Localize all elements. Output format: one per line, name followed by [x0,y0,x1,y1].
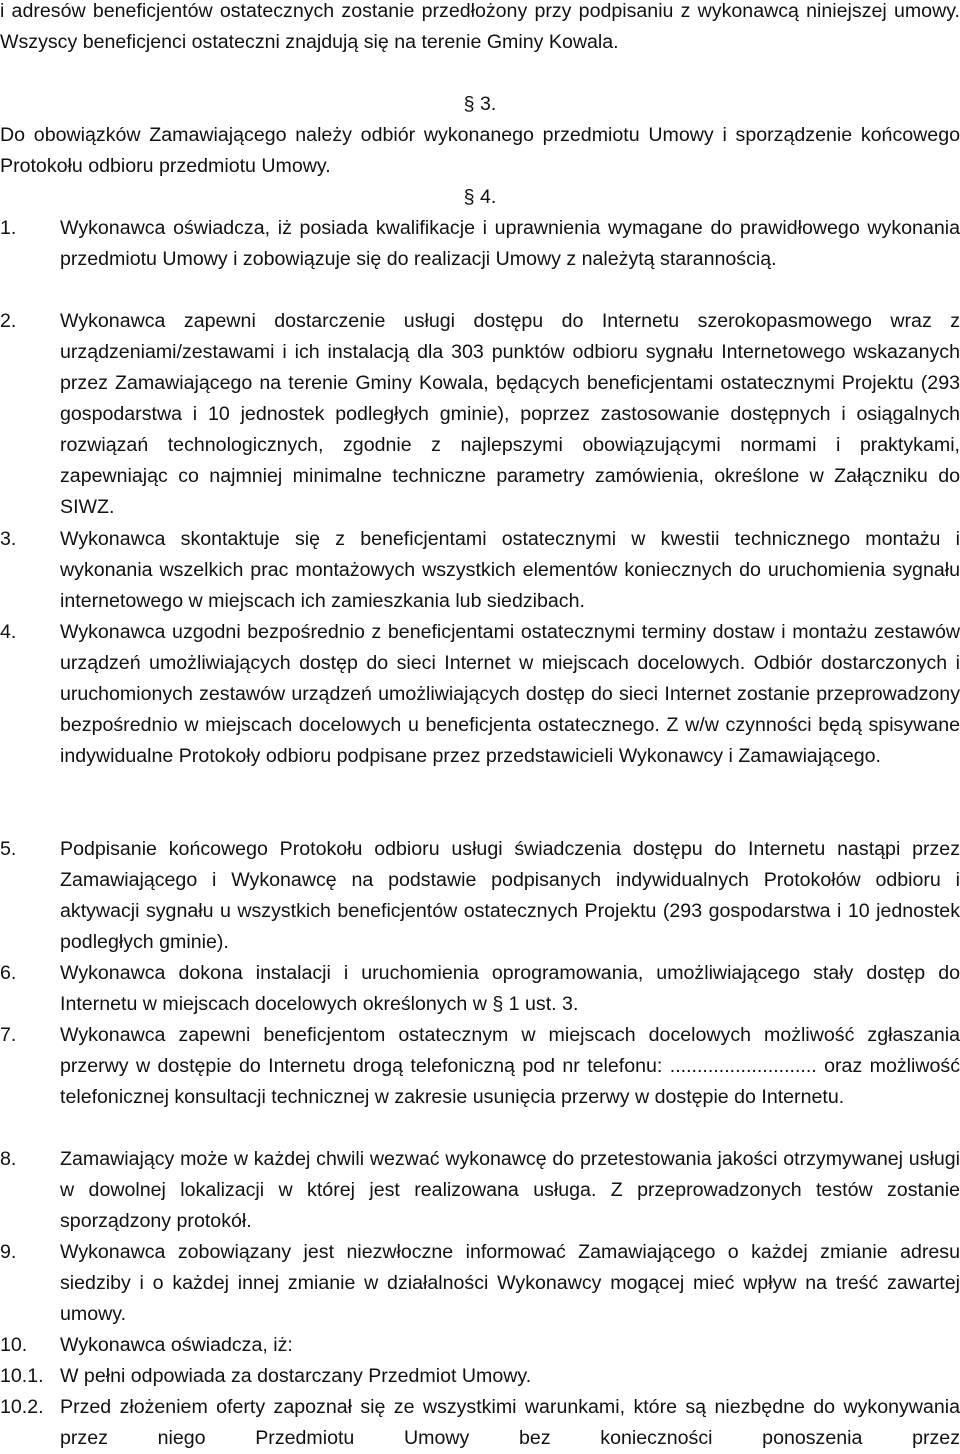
item-text: Wykonawca zobowiązany jest niezwłoczne informować Zamawiającego o każdej zmianie adresu siedziby i o każdej innej zmianie w działalności Wykonawcy mogącej mieć wpływ na treść zawartej umowy. [60,1241,960,1325]
item-text: Wykonawca oświadcza, iż posiada kwalifikacje i uprawnienia wymagane do prawidłowego wykonania przedmiotu Umowy i zobowiązuje się do realizacji Umowy z należytą starannością. [60,217,960,270]
list-item-10-1 [0,1361,960,1392]
item-text: Podpisanie końcowego Protokołu odbioru usługi świadczenia dostępu do Internetu nastąpi przez Zamawiającego i Wykonawcę na podstawie podpisanych indywidualnych Protokołów odbioru i aktywacji sygnału u wszystkich beneficjentów ostatecznych Projektu (293 gospodarstwa i 10 jednostek podległych gminie). [60,838,960,953]
list-item-10 [0,1330,960,1361]
intro-paragraph: i adresów beneficjentów ostatecznych zostanie przedłożony przy podpisaniu z wykonawcą niniejszej umowy. Wszyscy beneficjenci ostateczni znajdują się na terenie Gminy Kowala. [0,0,960,53]
item-text: Wykonawca dokona instalacji i uruchomienia oprogramowania, umożliwiającego stały dostęp do Internetu w miejscach docelowych określonych w § 1 ust. 3. [60,962,960,1015]
item-number: 3. [0,528,17,550]
list-item-9 [0,1237,960,1330]
item-text: Przed złożeniem oferty zapoznał się ze wszystkimi warunkami, które są niezbędne do wykonywania przez niego Przedmiotu Umowy bez konieczności ponoszenia przez [60,1396,960,1449]
item-text: Wykonawca zapewni dostarczenie usługi dostępu do Internetu szerokopasmowego wraz z urządzeniami/zestawami i ich instalacją dla 303 punktów odbioru sygnału Internetowego wskazanych przez Zamawiającego na terenie Gminy Kowala, będących beneficjentami ostatecznymi Projektu (293 gospodarstwa i 10 jednostek podległych gminie), poprzez zastosowanie dostępnych i osiągalnych rozwiązań technologicznych, zgodnie z najlepszymi obowiązującymi normami i praktykami, zapewniając co najmniej minimalne techniczne parametry zamówienia, określone w Załączniku do SIWZ. [60,310,960,518]
item-text: Wykonawca oświadcza, iż: [60,1334,293,1356]
list-item-7 [0,1020,960,1113]
item-number: 1. [0,217,17,239]
item-number: 5. [0,838,17,860]
list-item-1 [0,213,960,275]
item-text: Zamawiający może w każdej chwili wezwać wykonawcę do przetestowania jakości otrzymywanej usługi w dowolnej lokalizacji w której jest realizowana usługa. Z przeprowadzonych testów zostanie sporządzony protokół. [60,1148,960,1232]
item-number: 9. [0,1241,17,1263]
item-number: 10.1. [0,1365,44,1387]
list-item-10-2 [0,1392,960,1454]
item-text: Wykonawca zapewni beneficjentom ostatecznym w miejscach docelowych możliwość zgłaszania przerwy w dostępie do Internetu drogą telefoniczną pod nr telefonu: ........................... oraz możliwość telefonicznej konsultacji technicznej w zakresie usunięcia przerwy w dostępie do Internetu. [60,1024,960,1108]
list-item-4 [0,617,960,772]
list-item-2 [0,306,960,523]
list-item-3 [0,524,960,617]
item-text: W pełni odpowiada za dostarczany Przedmiot Umowy. [60,1365,532,1387]
section-3-heading: § 3. [463,93,497,115]
item-number: 8. [0,1148,17,1170]
item-text: Wykonawca uzgodni bezpośrednio z beneficjentami ostatecznymi terminy dostaw i montażu zestawów urządzeń umożliwiających dostęp do sieci Internet w miejscach docelowych. Odbiór dostarczonych i uruchomionych zestawów urządzeń umożliwiających dostęp do sieci Internet zostanie przeprowadzony bezpośrednio w miejscach docelowych u beneficjenta ostatecznego. Z w/w czynności będą spisywane indywidualne Protokoły odbioru podpisane przez przedstawicieli Wykonawcy i Zamawiającego. [60,621,960,767]
list-item-6 [0,958,960,1020]
item-number: 6. [0,962,17,984]
list-item-5 [0,834,960,958]
item-number: 10. [0,1334,28,1356]
section-4-heading: § 4. [463,186,497,208]
section-3-text: Do obowiązków Zamawiającego należy odbiór wykonanego przedmiotu Umowy i sporządzenie końcowego Protokołu odbioru przedmiotu Umowy. [0,124,960,177]
list-item-8 [0,1144,960,1237]
item-number: 10.2. [0,1396,44,1418]
item-number: 4. [0,621,17,643]
item-text: Wykonawca skontaktuje się z beneficjentami ostatecznymi w kwestii technicznego montażu i wykonania wszelkich prac montażowych wszystkich elementów koniecznych do uruchomienia sygnału internetowego w miejscach ich zamieszkania lub siedzibach. [60,528,960,612]
item-number: 7. [0,1024,17,1046]
item-number: 2. [0,310,17,332]
